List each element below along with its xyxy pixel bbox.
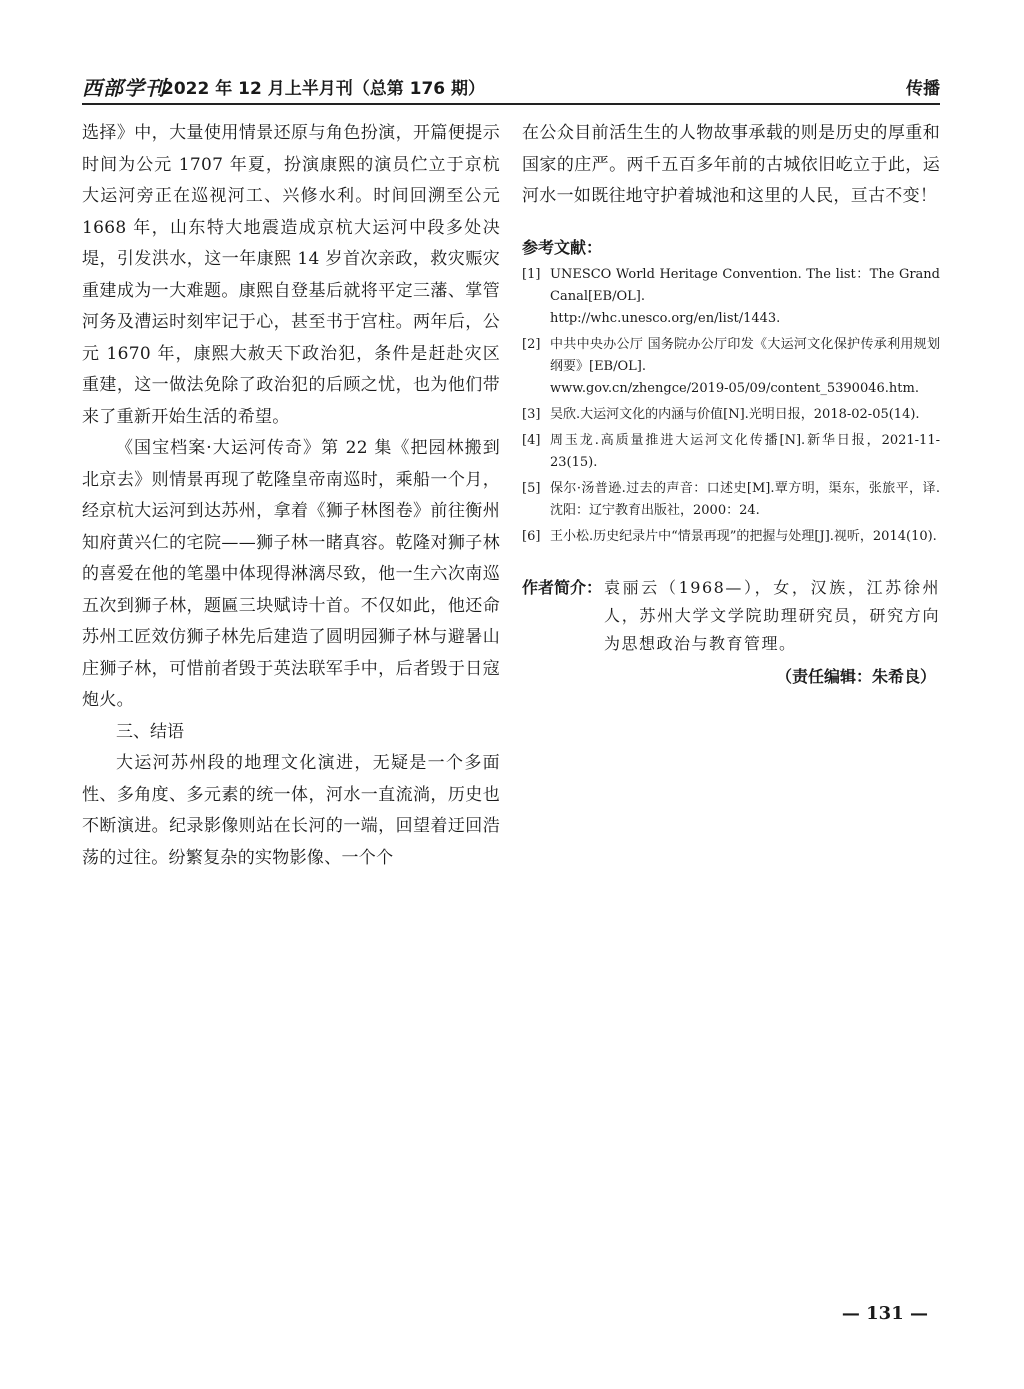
reference-item	[522, 264, 940, 330]
left-column	[82, 118, 500, 874]
section-name: 传播	[906, 79, 940, 99]
reference-text: UNESCO World Heritage Convention. The list：The Grand Canal[EB/OL].	[550, 266, 940, 304]
references-title: 参考文献：	[522, 237, 603, 257]
reference-number: [1]	[522, 266, 541, 282]
page-header	[82, 72, 940, 100]
reference-number: [2]	[522, 336, 541, 352]
reference-url: http://whc.unesco.org/en/list/1443.	[550, 310, 781, 326]
author-text: 袁丽云（1968—），女，汉族，江苏徐州人，苏州大学文学院助理研究员，研究方向为思想政治与教育管理。	[604, 577, 940, 653]
body-paragraph: 选择》中，大量使用情景还原与角色扮演，开篇便提示时间为公元 1707 年夏，扮演康熙的演员伫立于京杭大运河旁正在巡视河工、兴修水利。时间回溯至公元 1668 年，山东特大地震造成京杭大运河中段多处决堤，引发洪水，这一年康熙 14 岁首次亲政，救灾赈灾重建成为一大难题。康熙自登基后就将平定三藩、掌管河务及漕运时刻牢记于心，甚至书于宫柱。两年后，公元 1670 年，康熙大赦天下政治犯，条件是赶赴灾区重建，这一做法免除了政治犯的后顾之忧，也为他们带来了重新开始生活的希望。	[82, 123, 500, 427]
reference-number: [5]	[522, 480, 541, 496]
issue-info: 2022 年 12 月上半月刊（总第 176 期）	[162, 79, 486, 99]
page-number: — 131 —	[841, 1303, 928, 1324]
reference-url: www.gov.cn/zhengce/2019-05/09/content_5390046.htm.	[550, 380, 919, 396]
reference-item	[522, 478, 940, 522]
body-paragraph: 《国宝档案·大运河传奇》第 22 集《把园林搬到北京去》则情景再现了乾隆皇帝南巡时，乘船一个月，经京杭大运河到达苏州，拿着《狮子林图卷》前往衡州知府黄兴仁的宅院——狮子林一睹真容。乾隆对狮子林的喜爱在他的笔墨中体现得淋漓尽致，他一生六次南巡五次到狮子林，题匾三块赋诗十首。不仅如此，他还命苏州工匠效仿狮子林先后建造了圆明园狮子林与避暑山庄狮子林，可惜前者毁于英法联军手中，后者毁于日寇炮火。	[82, 438, 500, 710]
continuation-paragraph: 在公众目前活生生的人物故事承载的则是历史的厚重和国家的庄严。两千五百多年前的古城依旧屹立于此，运河水一如既往地守护着城池和这里的人民，亘古不变！	[522, 123, 940, 206]
reference-item	[522, 430, 940, 474]
reference-list	[522, 264, 940, 548]
reference-text: 王小松.历史纪录片中“情景再现”的把握与处理[J].视听，2014(10).	[550, 528, 937, 544]
conclusion-paragraph: 大运河苏州段的地理文化演进，无疑是一个多面性、多角度、多元素的统一体，河水一直流淌，历史也不断演进。纪录影像则站在长河的一端，回望着迂回浩荡的过往。纷繁复杂的实物影像、一个个	[82, 753, 500, 868]
reference-text: 周玉龙.高质量推进大运河文化传播[N].新华日报，2021-11-23(15).	[550, 432, 940, 470]
header-rule	[82, 103, 940, 105]
author-label: 作者简介：	[522, 577, 603, 597]
reference-item	[522, 526, 940, 548]
reference-number: [6]	[522, 528, 541, 544]
reference-number: [4]	[522, 432, 541, 448]
journal-logo: 西部学刊	[82, 76, 166, 100]
author-bio	[522, 574, 940, 658]
responsible-editor: （责任编辑：朱希良）	[775, 666, 936, 686]
reference-item	[522, 404, 940, 426]
reference-text: 吴欣.大运河文化的内涵与价值[N].光明日报，2018-02-05(14).	[550, 406, 920, 422]
section-heading: 三、结语	[116, 721, 184, 742]
right-column	[522, 118, 940, 687]
reference-item	[522, 334, 940, 400]
reference-text: 保尔·汤普逊.过去的声音：口述史[M].覃方明，渠东，张旅平，译.沈阳：辽宁教育出版社，2000：24.	[550, 480, 940, 518]
reference-text: 中共中央办公厅 国务院办公厅印发《大运河文化保护传承利用规划纲要》[EB/OL].	[550, 336, 940, 374]
reference-number: [3]	[522, 406, 541, 422]
